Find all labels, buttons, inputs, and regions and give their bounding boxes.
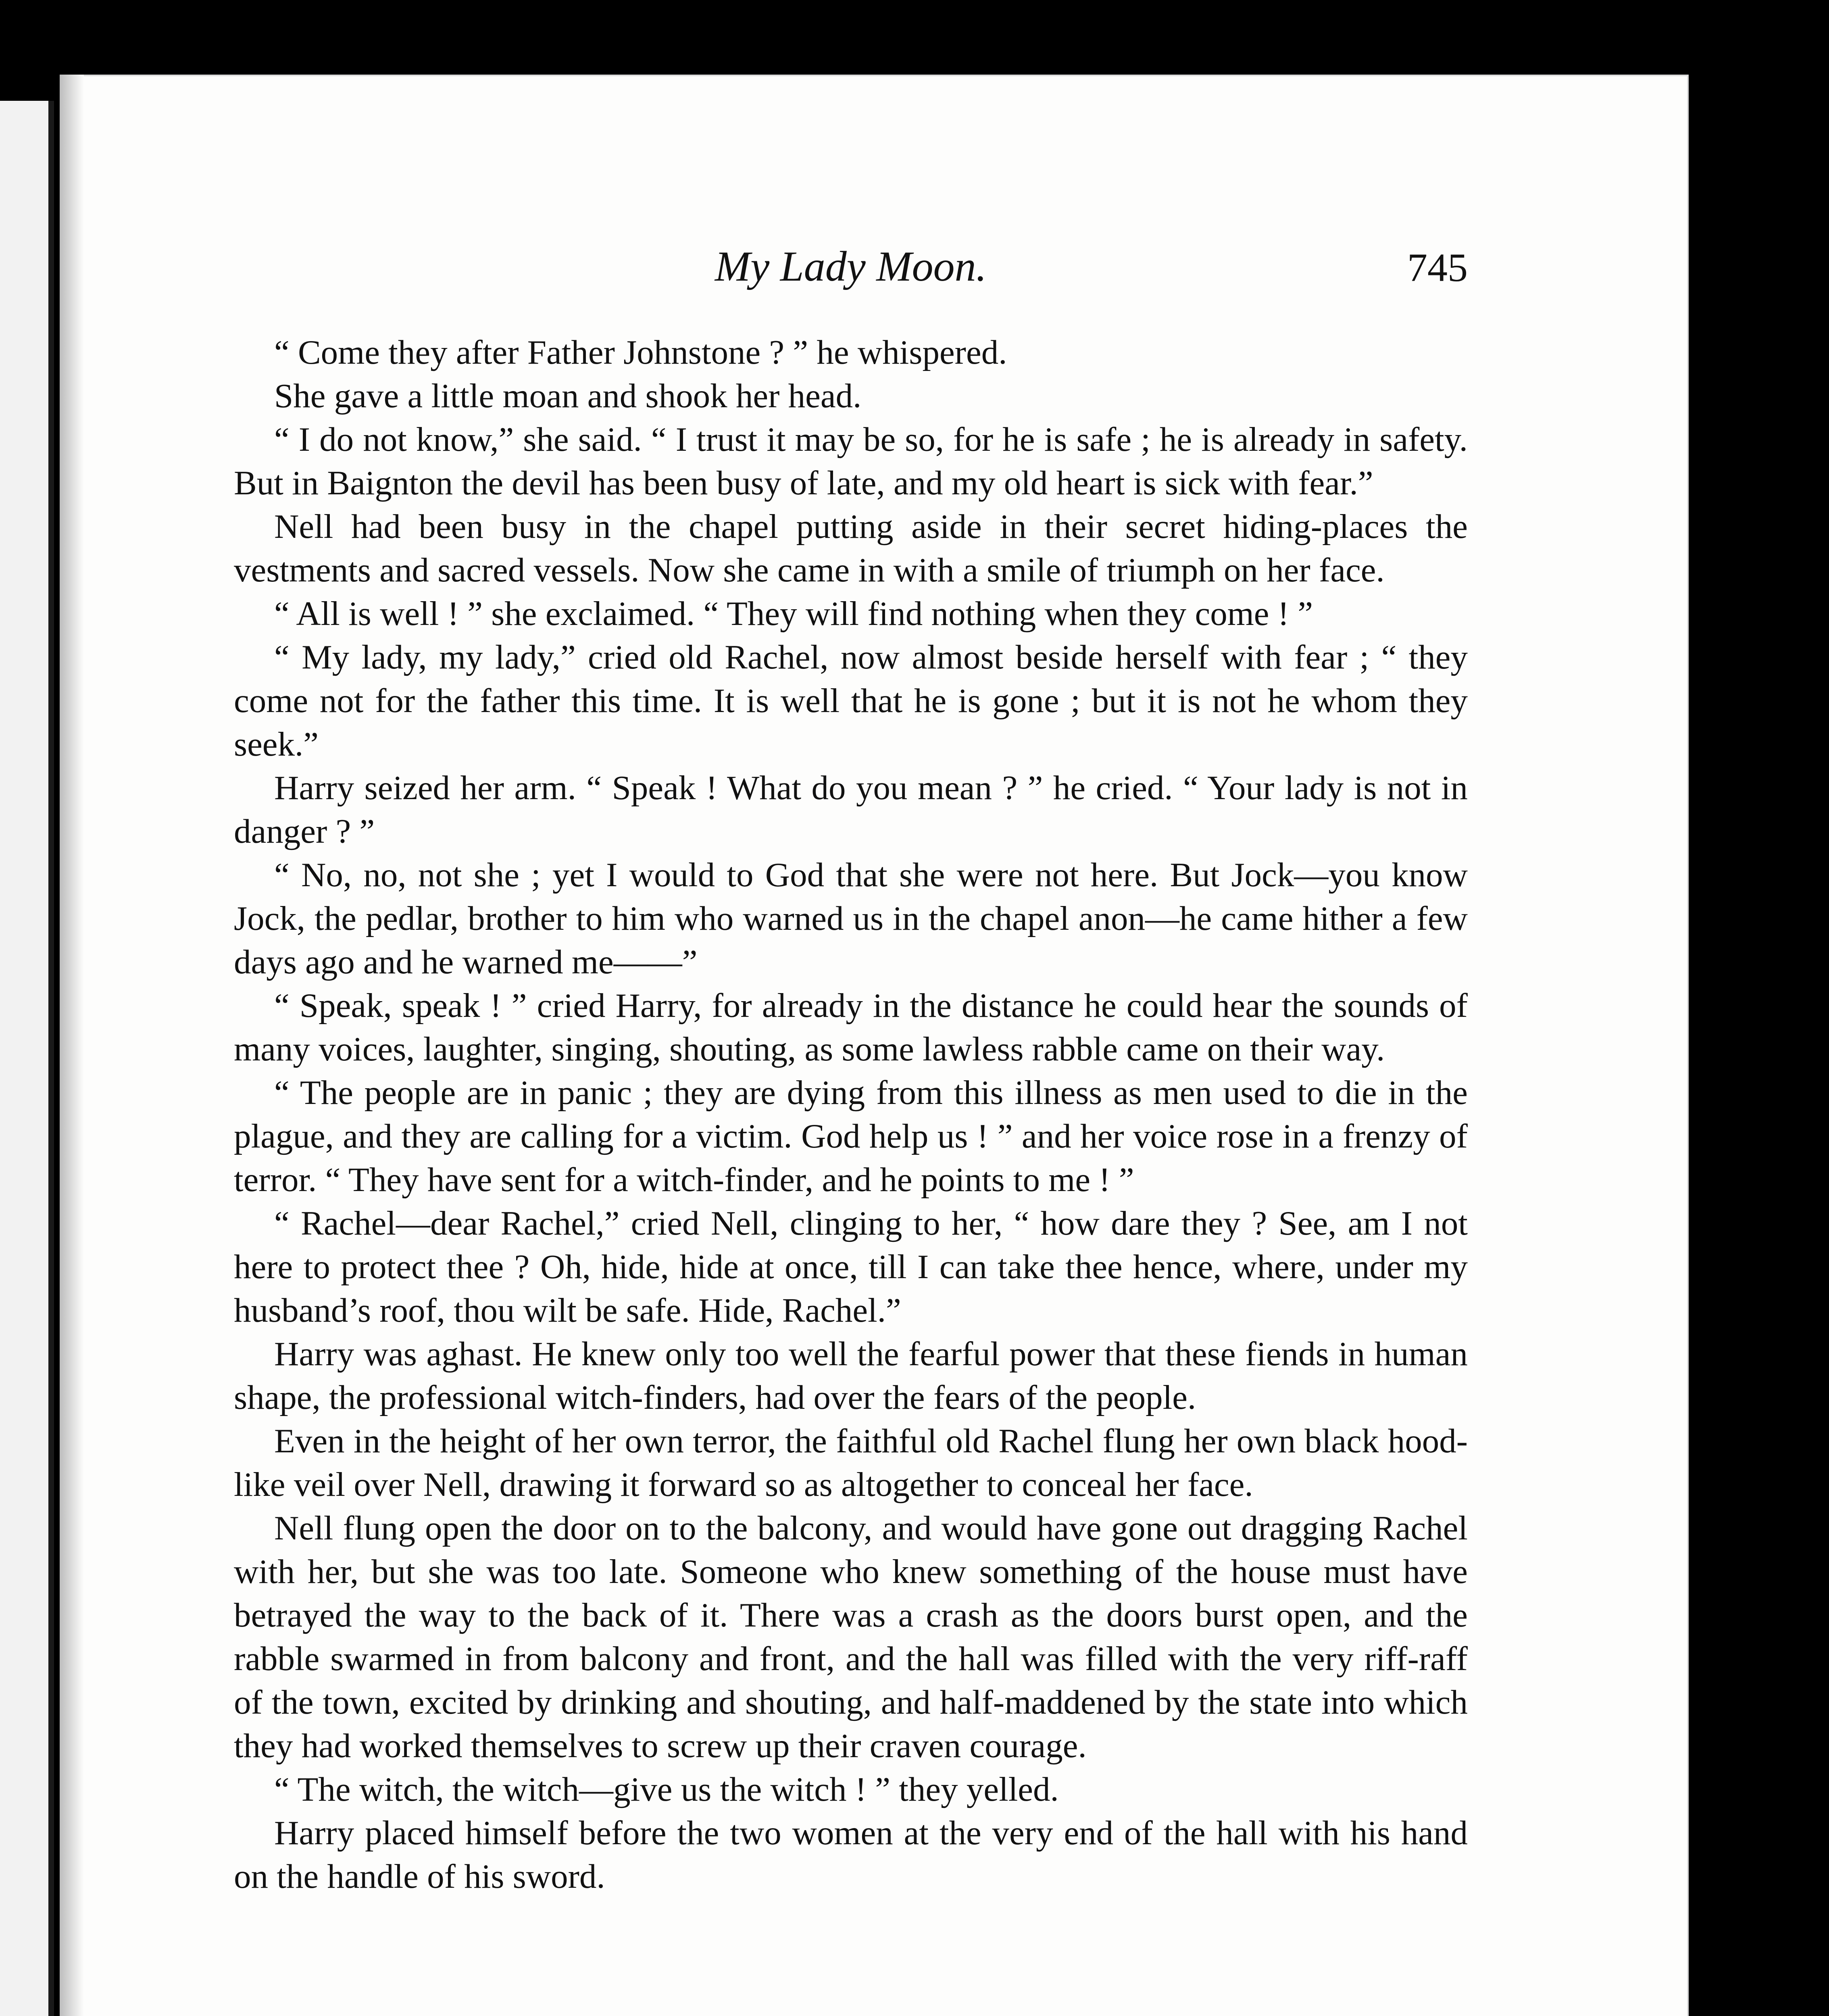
paragraph: “ No, no, not she ; yet I would to God that she were not here. But Jock—you know Jock, the pedlar, brother to him who warned us in the chapel anon—he came hither a few days ago and he warned me——” <box>234 856 1468 981</box>
paragraph: “ Speak, speak ! ” cried Harry, for already in the distance he could hear the sounds of many voices, laughter, singing, shouting, as some lawless rabble came on their way. <box>234 987 1468 1068</box>
paragraph: “ Come they after Father Johnstone ? ” he whispered. <box>274 333 1007 371</box>
paragraph: “ All is well ! ” she exclaimed. “ They will find nothing when they come ! ” <box>274 595 1313 633</box>
page-header <box>234 242 1468 310</box>
facing-page-edge <box>0 101 54 2016</box>
paragraph: “ I do not know,” she said. “ I trust it may be so, for he is safe ; he is already in safety. But in Baignton the devil has been busy of late, and my old heart is sick with fear.” <box>234 421 1468 502</box>
running-title: My Lady Moon. <box>715 243 987 290</box>
paragraph: “ The people are in panic ; they are dying from this illness as men used to die in the plague, and they are calling for a victim. God help us ! ” and her voice rose in a frenzy of terror. “ They have sent for a witch-finder, and he points to me ! ” <box>234 1074 1468 1199</box>
paragraph: Harry seized her arm. “ Speak ! What do you mean ? ” he cried. “ Your lady is not in danger ? ” <box>234 769 1468 850</box>
page-number: 745 <box>1407 245 1468 290</box>
paragraph: Nell had been busy in the chapel putting aside in their secret hiding-places the vestments and sacred vessels. Now she came in with a smile of triumph on her face. <box>234 508 1468 589</box>
paragraph: “ Rachel—dear Rachel,” cried Nell, clinging to her, “ how dare they ? See, am I not here to protect thee ? Oh, hide, hide at once, till I can take thee hence, where, under my husband’s roof, thou wilt be safe. Hide, Rachel.” <box>234 1204 1468 1329</box>
page-gutter-shadow <box>60 75 84 2016</box>
paragraph: “ My lady, my lady,” cried old Rachel, now almost beside herself with fear ; “ they come not for the father this time. It is well that he is gone ; but it is not he whom they seek.” <box>234 638 1468 763</box>
paragraph: She gave a little moan and shook her head. <box>274 377 862 415</box>
paragraph: “ The witch, the witch—give us the witch ! ” they yelled. <box>274 1770 1059 1808</box>
paragraph: Nell flung open the door on to the balcony, and would have gone out dragging Rachel with her, but she was too late. Someone who knew something of the house must have betrayed the way to the back of it. There was a crash as the doors burst open, and the rabble swarmed in from balcony and front, and the hall was filled with the very riff-raff of the town, excited by drinking and shouting, and half-maddened by the state into which they had worked themselves to screw up their craven courage. <box>234 1509 1468 1765</box>
paragraph: Harry placed himself before the two women at the very end of the hall with his hand on the handle of his sword. <box>234 1814 1468 1895</box>
paragraph: Even in the height of her own terror, the faithful old Rachel flung her own black hood-like veil over Nell, drawing it forward so as altogether to conceal her face. <box>234 1422 1468 1504</box>
paragraph: Harry was aghast. He knew only too well the fearful power that these fiends in human shape, the professional witch-finders, had over the fears of the people. <box>234 1335 1468 1416</box>
body-text <box>234 331 1468 1898</box>
